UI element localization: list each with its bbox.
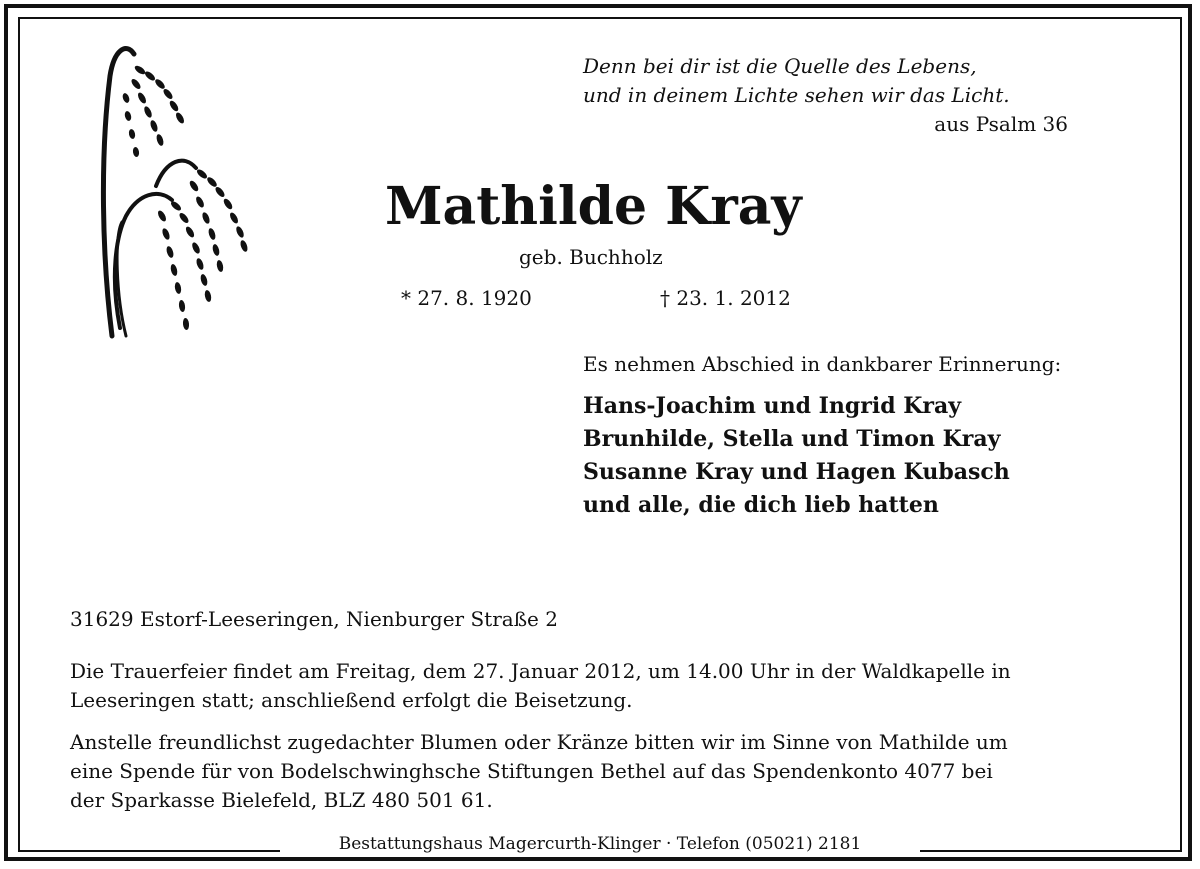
ceremony-paragraph bbox=[70, 657, 1132, 715]
mourner-line: und alle, die dich lieb hatten bbox=[583, 492, 939, 518]
funeral-home-footer: Bestattungshaus Magercurth-Klinger · Telefon (05021) 2181 bbox=[280, 832, 920, 856]
deceased-name: Mathilde Kray bbox=[385, 176, 802, 237]
psalm-line-2: und in deinem Lichte sehen wir das Licht. bbox=[583, 83, 1010, 107]
mourner-line: Hans-Joachim und Ingrid Kray bbox=[583, 393, 962, 419]
donation-line: Anstelle freundlichst zugedachter Blumen oder Kränze bitten wir im Sinne von Mathilde um bbox=[70, 730, 1008, 754]
donation-line: eine Spende für von Bodelschwinghsche Stiftungen Bethel auf das Spendenkonto 4077 bei bbox=[70, 759, 993, 783]
psalm-source: aus Psalm 36 bbox=[934, 112, 1068, 136]
address: 31629 Estorf-Leeseringen, Nienburger Straße 2 bbox=[70, 607, 558, 631]
mourner-line: Susanne Kray und Hagen Kubasch bbox=[583, 459, 1010, 485]
death-date: † 23. 1. 2012 bbox=[660, 286, 791, 310]
psalm-line-1: Denn bei dir ist die Quelle des Lebens, bbox=[583, 54, 977, 78]
farewell-text: Es nehmen Abschied in dankbarer Erinnerung: bbox=[583, 352, 1062, 376]
mourners-list bbox=[583, 390, 1010, 522]
mourner-line: Brunhilde, Stella und Timon Kray bbox=[583, 426, 1001, 452]
grain-ears-icon bbox=[96, 36, 256, 348]
birth-date: * 27. 8. 1920 bbox=[401, 286, 532, 310]
donation-line: der Sparkasse Bielefeld, BLZ 480 501 61. bbox=[70, 788, 493, 812]
donation-paragraph bbox=[70, 728, 1132, 815]
ceremony-line: Die Trauerfeier findet am Freitag, dem 27. Januar 2012, um 14.00 Uhr in der Waldkapelle in bbox=[70, 659, 1011, 683]
maiden-name: geb. Buchholz bbox=[519, 245, 663, 269]
psalm-quote bbox=[583, 52, 1068, 139]
ceremony-line: Leeseringen statt; anschließend erfolgt die Beisetzung. bbox=[70, 688, 633, 712]
